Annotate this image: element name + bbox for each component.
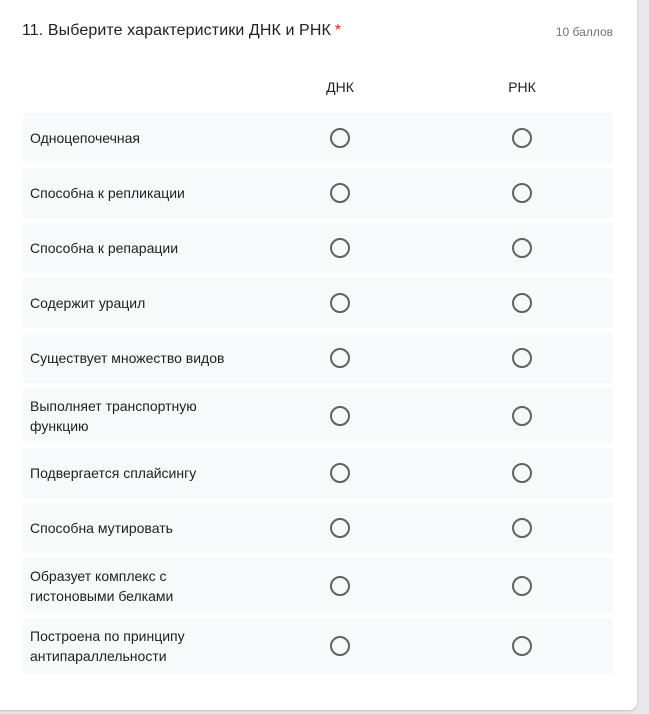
radio-dna[interactable] bbox=[330, 238, 350, 258]
row-label: Содержит урацил bbox=[30, 295, 146, 311]
question-title-text: 11. Выберите характеристики ДНК и РНК bbox=[22, 22, 331, 39]
radio-dna[interactable] bbox=[330, 348, 350, 368]
grid-row bbox=[23, 388, 613, 443]
row-label: Существует множество видов bbox=[30, 350, 225, 366]
question-header bbox=[22, 22, 613, 44]
grid-row bbox=[23, 113, 613, 163]
radio-rna[interactable] bbox=[512, 518, 532, 538]
radio-rna[interactable] bbox=[512, 463, 532, 483]
radio-rna[interactable] bbox=[512, 128, 532, 148]
radio-rna[interactable] bbox=[512, 293, 532, 313]
radio-rna[interactable] bbox=[512, 406, 532, 426]
row-label: Способна к репарации bbox=[30, 240, 179, 256]
column-header-dna: ДНК bbox=[326, 79, 354, 95]
grid-row bbox=[23, 448, 613, 498]
radio-dna[interactable] bbox=[330, 518, 350, 538]
column-header-rna: РНК bbox=[508, 79, 536, 95]
required-marker: * bbox=[334, 22, 342, 39]
radio-rna[interactable] bbox=[512, 636, 532, 656]
grid-row bbox=[23, 333, 613, 383]
radio-rna[interactable] bbox=[512, 238, 532, 258]
question-title bbox=[22, 22, 341, 40]
row-label: Образует комплекс с гистоновыми белками bbox=[30, 567, 174, 604]
column-header-row bbox=[23, 74, 613, 104]
grid-row bbox=[23, 503, 613, 553]
radio-rna[interactable] bbox=[512, 348, 532, 368]
radio-dna[interactable] bbox=[330, 406, 350, 426]
grid-row bbox=[23, 558, 613, 613]
grid-row bbox=[23, 618, 613, 673]
row-label: Способна мутировать bbox=[30, 520, 173, 536]
row-label: Подвергается сплайсингу bbox=[30, 465, 197, 481]
radio-rna[interactable] bbox=[512, 576, 532, 596]
grid-row bbox=[23, 223, 613, 273]
radio-dna[interactable] bbox=[330, 463, 350, 483]
radio-rna[interactable] bbox=[512, 183, 532, 203]
radio-dna[interactable] bbox=[330, 636, 350, 656]
grid-row bbox=[23, 168, 613, 218]
row-label: Построена по принципу антипараллельности bbox=[30, 627, 185, 664]
radio-dna[interactable] bbox=[330, 128, 350, 148]
points-label: 10 баллов bbox=[555, 25, 613, 39]
row-label: Выполняет транспортную функцию bbox=[30, 397, 197, 434]
grid-row bbox=[23, 278, 613, 328]
row-label: Способна к репликации bbox=[30, 185, 185, 201]
radio-dna[interactable] bbox=[330, 293, 350, 313]
radio-dna[interactable] bbox=[330, 183, 350, 203]
radio-dna[interactable] bbox=[330, 576, 350, 596]
choice-grid bbox=[23, 74, 613, 664]
row-label: Одноцепочечная bbox=[30, 130, 140, 146]
